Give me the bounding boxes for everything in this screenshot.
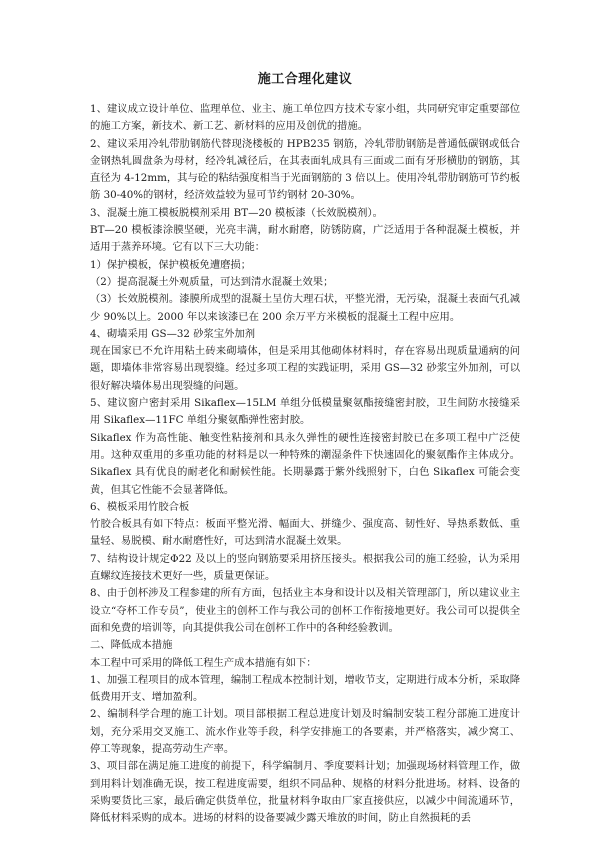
paragraph: 现在国家已不允许用粘土砖来砌墙体，但是采用其他砌体材料时，存在容易出现质量通病的问题，即墙体非常容易出现裂缝。经过多项工程的实践证明，采用 GS—32 砂浆宝外加剂，可以很好解决墙体易出现裂缝的问题。 xyxy=(90,345,520,392)
section-heading: 4、砌墙采用 GS—32 砂浆宝外加剂 xyxy=(90,327,256,340)
paragraph: 7、结构设计规定Φ22 及以上的竖向钢筋要采用挤压接头。根据我公司的施工经验，认为采用直螺纹连接技术更好一些，质量更保证。 xyxy=(90,552,520,583)
document-body xyxy=(90,101,520,827)
paragraph: 1、加强工程项目的成本管理，编制工程成本控制计划，增收节支，定期进行成本分析，采取降低费用开支、增加盈利。 xyxy=(90,673,520,704)
document-title: 施工合理化建议 xyxy=(257,72,353,87)
paragraph: 8、由于创杯涉及工程参建的所有方面，包括业主本身和设计以及相关管理部门，所以建议业主设立“夺杯工作专员”，使业主的创杯工作与我公司的创杯工作衔接地更好。我公司可以提供全面和免费的培训等，向其提供我公司在创杯工作中的各种经验教训。 xyxy=(90,587,520,634)
paragraph: （2）提高混凝土外观质量，可达到清水混凝土效果； xyxy=(90,275,334,288)
paragraph: Sikaflex 作为高性能、触变性粘接剂和具永久弹性的硬性连接密封胶已在多项工程中广泛使用。这种双重用的多重功能的材料是以一种特殊的潮湿条件下快速固化的聚氨酯作主体成分。Sikaflex 具有优良的耐老化和耐候性能。长期暴露于紫外线照射下，白色 Sikaflex 可能会变黄，但其它性能不会显著降低。 xyxy=(90,431,520,496)
paragraph: BT—20 模板漆涂膜坚硬，光亮丰满，耐水耐磨，防锈防腐，广泛适用于各种混凝土模板，并适用于蒸养环境。它有以下三大功能： xyxy=(90,224,520,254)
paragraph: （3）长效脱模剂。漆膜所成型的混凝土呈仿大理石状，平整光滑，无污染，混凝土表面气孔减少 90%以上。2000 年以来该漆已在 200 余万平方米模板的混凝土工程中应用。 xyxy=(90,293,520,323)
paragraph: 本工程中可采用的降低工程生产成本措施有如下： xyxy=(90,656,317,669)
paragraph: 5、建议窗户密封采用 Sikaflex—15LM 单组分低模量聚氨酯接缝密封胶，卫生间防水接缝采用 Sikaflex—11FC 单组分聚氨酯弹性密封胶。 xyxy=(90,397,520,427)
paragraph: 3、项目部在满足施工进度的前提下，科学编制月、季度要料计划；加强现场材料管理工作，做到用料计划准确无误，按工程进度需要，组织不同品种、规格的材料分批进场。材料、设备的采购要货比三家，最后确定供货单位，批量材料争取由厂家直接供应，以减少中间流通环节，降低材料采购的成本。进场的材料的设备要减少露天堆放的时间，防止自然损耗的丢 xyxy=(90,760,520,825)
paragraph: 2、编制科学合理的施工计划。项目部根据工程总进度计划及时编制安装工程分部施工进度计划，充分采用交叉施工、流水作业等手段，科学安排施工的各要素，并严格落实，减少窝工、停工等现象，提高劳动生产率。 xyxy=(90,708,520,755)
document-page xyxy=(90,68,520,827)
section-heading: 6、模板采用竹胶合板 xyxy=(90,500,190,513)
paragraph: 3、混凝土施工模板脱模剂采用 BT—20 模板漆（长效脱模剂）。 xyxy=(90,206,383,219)
paragraph: 1）保护模板，保护模板免遭磨损； xyxy=(90,258,252,271)
paragraph: 1、建议成立设计单位、监理单位、业主、施工单位四方技术专家小组，共同研究审定重要部位的施工方案，新技术、新工艺、新材料的应用及创优的措施。 xyxy=(90,103,520,133)
paragraph: 2、建议采用冷轧带肋钢筋代替现浇楼板的 HPB235 钢筋，冷轧带肋钢筋是普通低碳钢或低合金钢热轧圆盘条为母材，经冷轧减径后，在其表面轧成具有三面或二面有牙形横肋的钢筋，其直径为 4-12mm，其与砼的粘结强度相当于光面钢筋的 3 倍以上。使用冷轧带肋钢筋可节约板筋 30-40%的钢材，经济效益较为显可节约钢材 20-30%。 xyxy=(90,137,520,202)
section-heading: 二、降低成本措施 xyxy=(90,639,173,652)
paragraph: 竹胶合板具有如下特点：板面平整光滑、幅面大、拼缝少、强度高、韧性好、导热系数低、重量轻、易脱模、耐水耐磨性好，可达到清水混凝土效果。 xyxy=(90,518,520,548)
